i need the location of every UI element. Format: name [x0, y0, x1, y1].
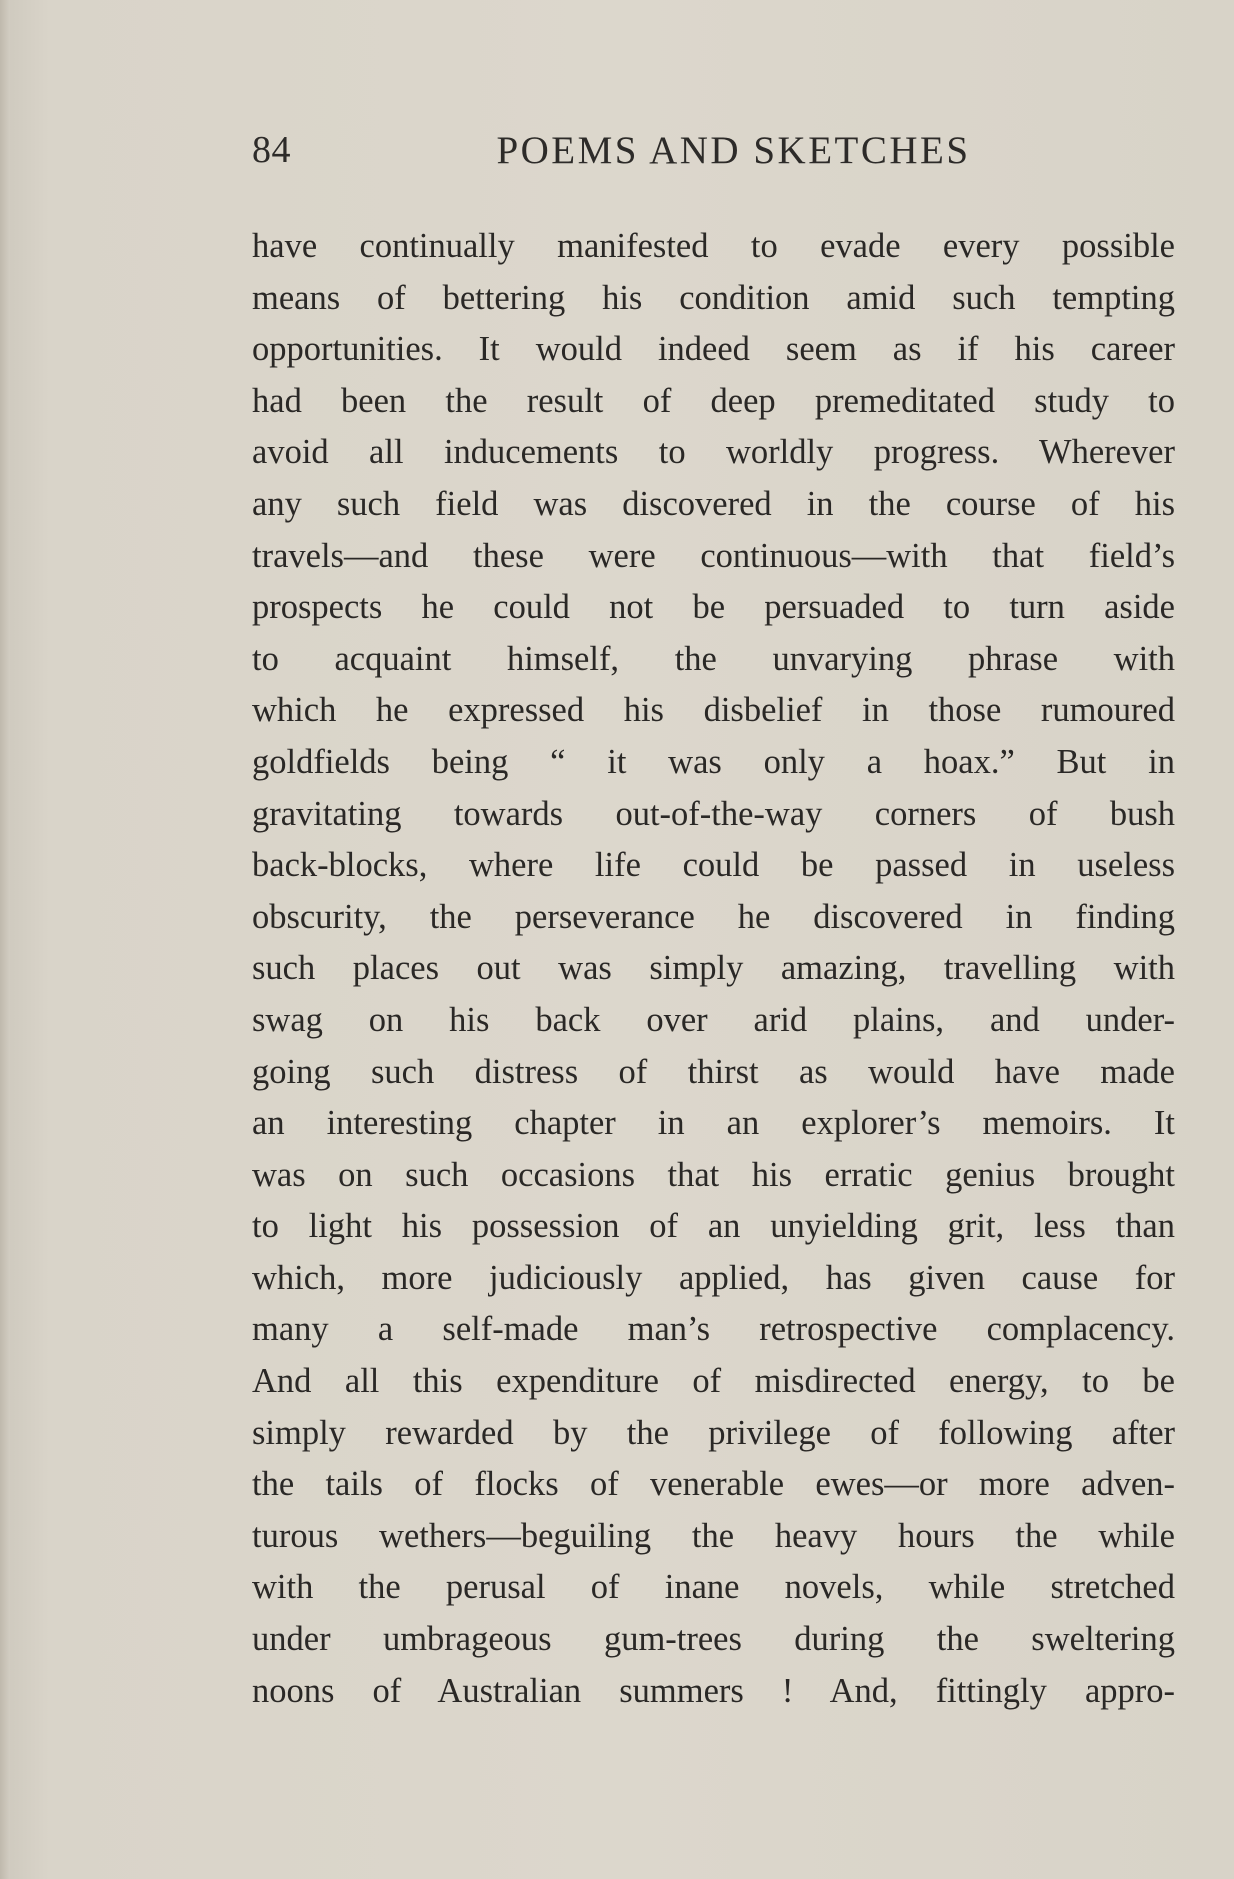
page-number: 84	[252, 129, 291, 171]
text-line: which he expressed his disbelief in those rumoured	[252, 691, 1175, 730]
text-line: back-blocks, where life could be passed in useless	[252, 846, 1175, 885]
running-head: POEMS AND SKETCHES	[496, 129, 971, 172]
text-line: with the perusal of inane novels, while stretched	[252, 1568, 1175, 1607]
text-line: which, more judiciously applied, has given cause for	[252, 1258, 1175, 1297]
text-line: And all this expenditure of misdirected energy, to be	[252, 1362, 1175, 1401]
text-line: travels—and these were continuous—with that field’s	[252, 536, 1175, 575]
text-line: goldfields being “ it was only a hoax.” But in	[252, 742, 1175, 781]
text-line: going such distress of thirst as would have made	[252, 1052, 1175, 1091]
page-binding-edge	[0, 0, 10, 1879]
text-line: under umbrageous gum-trees during the sweltering	[252, 1620, 1175, 1659]
text-line: to acquaint himself, the unvarying phrase with	[252, 639, 1175, 678]
text-line: prospects he could not be persuaded to turn aside	[252, 588, 1175, 627]
text-line: gravitating towards out-of-the-way corners of bush	[252, 794, 1175, 833]
text-line: have continually manifested to evade every possible	[252, 227, 1175, 265]
text-line: to light his possession of an unyielding grit, less than	[252, 1207, 1175, 1246]
text-line: means of bettering his condition amid such tempting	[252, 278, 1175, 317]
text-line: had been the result of deep premeditated study to	[252, 381, 1175, 420]
text-line: noons of Australian summers ! And, fittingly appro-	[252, 1671, 1175, 1710]
text-line: avoid all inducements to worldly progress. Wherever	[252, 433, 1175, 472]
text-line: swag on his back over arid plains, and under-	[252, 1000, 1175, 1039]
text-line: opportunities. It would indeed seem as if his career	[252, 330, 1175, 369]
text-line: any such field was discovered in the course of his	[252, 484, 1175, 523]
body-text	[252, 221, 1175, 1717]
text-line: such places out was simply amazing, travelling with	[252, 949, 1175, 988]
text-line: the tails of flocks of venerable ewes—or more adven-	[252, 1465, 1175, 1504]
page-header	[252, 128, 1175, 184]
text-line: many a self-made man’s retrospective complacency.	[252, 1310, 1175, 1349]
text-line: simply rewarded by the privilege of following after	[252, 1413, 1175, 1452]
text-line: an interesting chapter in an explorer’s memoirs. It	[252, 1104, 1175, 1143]
text-line: turous wethers—beguiling the heavy hours the while	[252, 1516, 1175, 1555]
text-line: obscurity, the perseverance he discovered in finding	[252, 897, 1175, 936]
text-line: was on such occasions that his erratic genius brought	[252, 1155, 1175, 1194]
